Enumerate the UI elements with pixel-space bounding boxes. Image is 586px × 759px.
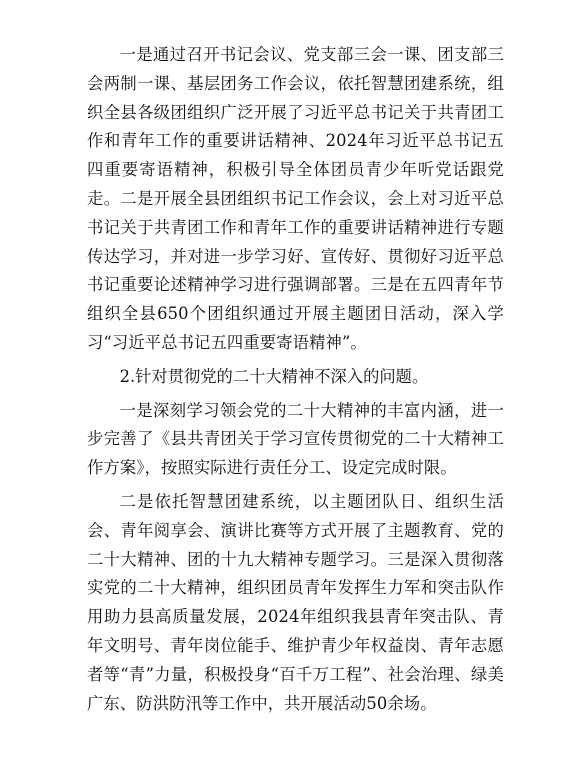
paragraph-issue-heading: 2.针对贯彻党的二十大精神不深入的问题。 (119, 366, 429, 386)
paragraph-work-plan: 一是深刻学习领会党的二十大精神的丰富内涵，进一步完善了《县共青团关于学习宣传贯彻党的二十大精神工作方案》，按照实际进行责任分工、设定完成时限。 (87, 400, 504, 478)
paragraph-study-measures: 一是通过召开书记会议、党支部三会一课、团支部三会两制一课、基层团务工作会议，依托智慧团建系统，组织全县各级团组织广泛开展了习近平总书记关于共青团工作和青年工作的重要讲话精神、2024年习近平总书记五四重要寄语精神，积极引导全体团员青少年听党话跟党走。二是开展全县团组织书记工作会议，会上对习近平总书记关于共青团工作和青年工作的重要讲话精神进行专题传达学习，并对进一步学习好、宣传好、贯彻好习近平总书记重要论述精神学习进行强调部署。三是在五四青年节组织全县650个团组织通过开展主题团日活动，深入学习“习近平总书记五四重要寄语精神”。 (87, 45, 504, 352)
paragraph-implementation: 二是依托智慧团建系统，以主题团队日、组织生活会、青年阅享会、演讲比赛等方式开展了主题教育、党的二十大精神、团的十九大精神专题学习。三是深入贯彻落实党的二十大精神，组织团员青年发挥生力军和突击队作用助力县高质量发展，2024年组织我县青年突击队、青年文明号、青年岗位能手、维护青少年权益岗、青年志愿者等“青”力量，积极投身“百千万工程”、社会治理、绿美广东、防洪防汛等工作中，共开展活动50余场。 (87, 491, 504, 713)
